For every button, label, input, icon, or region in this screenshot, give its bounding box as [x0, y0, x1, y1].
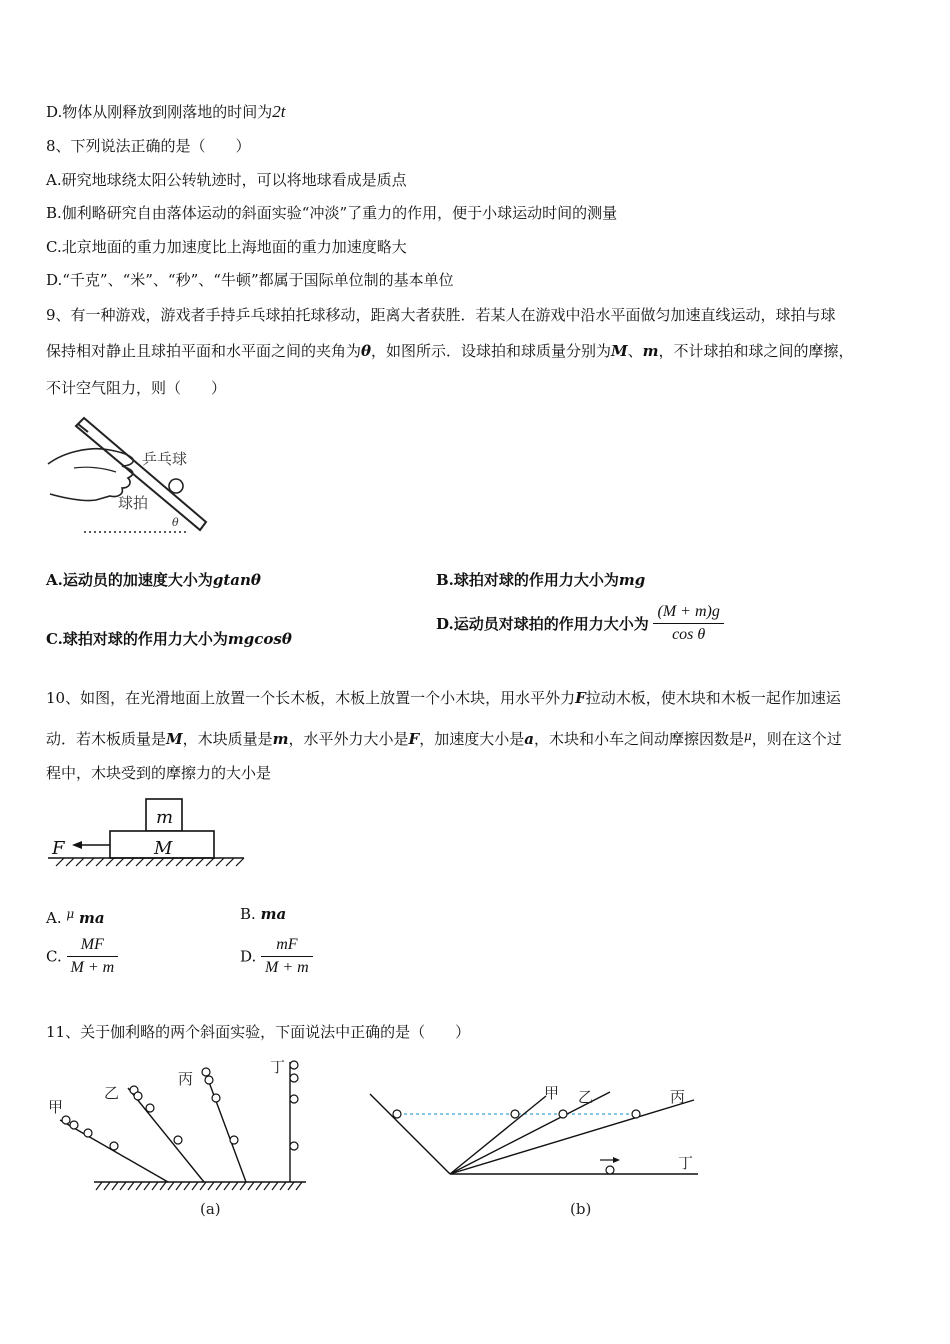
q9-separator: 、	[627, 342, 643, 360]
start-incline	[370, 1094, 450, 1174]
q9-racket-figure	[44, 412, 224, 540]
q9-mass-m: m	[642, 342, 659, 360]
q8-option-b: B.伽利略研究自由落体运动的斜面实验“冲淡”了重力的作用，便于小球运动时间的测量	[46, 204, 618, 222]
q10-accel-a: a	[524, 730, 534, 748]
q8-option-a: A.研究地球绕太阳公转轨迹时，可以将地球看成是质点	[46, 171, 407, 189]
q11-figure-b	[364, 1074, 704, 1224]
q9-theta-symbol: θ	[361, 342, 372, 360]
q10-stem-text-e: ，水平外力大小是	[288, 730, 409, 748]
q10-option-b-math: ma	[260, 905, 287, 923]
q10-option-d-numerator: mF	[261, 936, 313, 957]
label-theta: θ	[172, 516, 179, 529]
q9-stem-line1: 9、有一种游戏，游戏者手持乒乓球拍托球移动，距离大者获胜．若某人在游戏中沿水平面做匀加速直线运动，球拍与球	[46, 306, 836, 324]
label-a-bing: 丙	[178, 1070, 194, 1088]
q9-stem-line2	[46, 341, 854, 361]
label-b-jia: 甲	[544, 1084, 560, 1102]
q10-option-d-label: D.	[240, 947, 257, 966]
motion-arrow-head	[613, 1157, 620, 1163]
q10-option-b-label: B.	[240, 905, 256, 923]
q7-option-d	[46, 102, 286, 122]
incline-bing	[206, 1074, 246, 1182]
q11-figure-a	[44, 1052, 314, 1222]
q9-option-b-math: mg	[618, 571, 646, 589]
label-a-ding: 丁	[270, 1058, 286, 1076]
q9-stem-text-a: 保持相对静止且球拍平面和水平面之间的夹角为	[46, 342, 362, 360]
racket-handle	[76, 418, 206, 530]
q8-stem: 8、下列说法正确的是（ ）	[46, 137, 251, 155]
q10-stem-line2	[46, 726, 842, 749]
q10-option-a-math: ma	[78, 909, 105, 927]
q10-option-d	[240, 936, 313, 977]
q10-mass-m: m	[272, 730, 289, 748]
q9-option-a-math: gtanθ	[212, 571, 261, 589]
q9-stem-text-c: ，不计球拍和球之间的摩擦，	[658, 342, 854, 360]
q10-stem-text-d: ，木块质量是	[182, 730, 273, 748]
q9-option-d-denominator: cos θ	[672, 626, 706, 643]
label-b-ding: 丁	[678, 1154, 694, 1172]
label-m: m	[156, 807, 174, 828]
q9-option-a	[46, 570, 261, 590]
q10-stem-text-h: ，则在这个过	[751, 730, 842, 748]
q10-option-d-fraction	[261, 936, 313, 977]
q10-option-c-label: C.	[46, 947, 62, 966]
q7-option-d-text: 物体从刚释放到刚落地的时间为	[62, 103, 273, 121]
q10-option-b	[240, 904, 286, 924]
label-M: M	[154, 838, 173, 859]
q10-stem-text-a: 10、如图，在光滑地面上放置一个长木板，木板上放置一个小木块，用水平外力	[46, 689, 576, 707]
label-b-yi: 乙	[578, 1088, 594, 1106]
q9-stem-text-b: ，如图所示．设球拍和球质量分别为	[371, 342, 612, 360]
caption-b: (b)	[570, 1200, 592, 1218]
q9-option-d	[436, 603, 724, 644]
label-a-yi: 乙	[104, 1084, 120, 1102]
q11-stem: 11、关于伽利略的两个斜面实验，下面说法中正确的是（ ）	[46, 1023, 471, 1041]
caption-a: (a)	[200, 1200, 221, 1218]
q9-option-d-numerator: (M + m)g	[653, 603, 723, 624]
label-ping-pong-ball: 乒乓球	[142, 450, 188, 468]
label-b-bing: 丙	[670, 1088, 686, 1106]
incline-b-jia	[450, 1096, 546, 1174]
q7-option-d-label: D.	[46, 103, 63, 121]
q10-stem-text-g: ，木块和小车之间动摩擦因数是	[533, 730, 744, 748]
q9-option-a-text: A.运动员的加速度大小为	[46, 571, 213, 589]
q8-option-c: C.北京地面的重力加速度比上海地面的重力加速度略大	[46, 238, 407, 256]
label-racket: 球拍	[118, 494, 149, 512]
q9-option-b	[436, 570, 645, 590]
q9-option-c-text: C.球拍对球的作用力大小为	[46, 630, 228, 648]
ground-hatching	[56, 858, 244, 866]
q10-option-c-fraction	[67, 936, 119, 977]
q10-force-F2: F	[408, 730, 420, 748]
q8-option-d: D.“千克”、“米”、“秒”、“牛顿”都属于国际单位制的基本单位	[46, 271, 454, 289]
q10-stem-line3: 程中，木块受到的摩擦力的大小是	[46, 764, 272, 782]
q10-option-d-denominator: M + m	[265, 959, 309, 976]
q10-option-c-denominator: M + m	[70, 959, 115, 976]
incline-jia	[60, 1120, 168, 1182]
q9-mass-M: M	[611, 342, 628, 360]
q7-option-d-math: 2t	[272, 102, 286, 121]
q10-mu-symbol: μ	[743, 729, 752, 743]
q10-block-figure	[48, 796, 248, 874]
q10-stem-text-b: 拉动木板，使木块和木板一起作加速运	[585, 689, 841, 707]
label-a-jia: 甲	[48, 1098, 64, 1116]
q10-option-a-mu: μ	[66, 907, 75, 921]
q10-mass-M: M	[166, 730, 183, 748]
q10-option-c-numerator: MF	[67, 936, 119, 957]
q10-option-a	[46, 904, 105, 928]
ground-hatching-a	[96, 1182, 302, 1190]
q9-option-d-text: D.运动员对球拍的作用力大小为	[436, 615, 649, 633]
q9-option-b-text: B.球拍对球的作用力大小为	[436, 571, 619, 589]
q10-option-c	[46, 936, 118, 977]
q9-option-d-fraction	[653, 603, 723, 644]
q9-option-c-math: mgcosθ	[227, 630, 292, 648]
label-F: F	[52, 838, 65, 859]
q10-option-a-label: A.	[46, 909, 62, 927]
ping-pong-ball	[169, 479, 183, 493]
q10-stem-text-c: 动．若木板质量是	[46, 730, 167, 748]
force-arrow-head	[72, 841, 82, 849]
q10-force-F: F	[575, 689, 586, 707]
incline-yi	[128, 1088, 204, 1182]
q10-stem-text-f: ，加速度大小是	[419, 730, 525, 748]
q9-option-c	[46, 629, 292, 649]
q9-stem-line3: 不计空气阻力，则（ ）	[46, 379, 227, 397]
q10-stem-line1	[46, 688, 841, 708]
